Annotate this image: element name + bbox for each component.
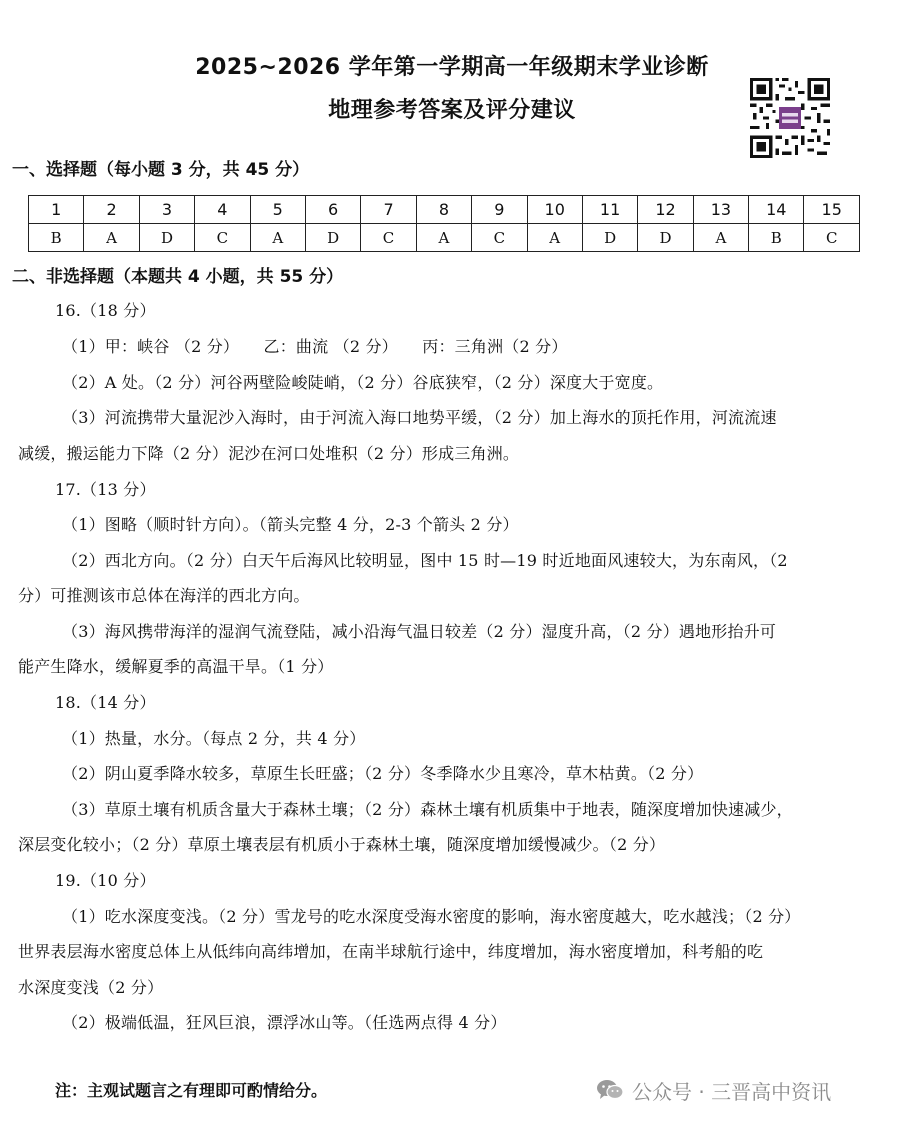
question-number-cell: 7 xyxy=(361,196,416,224)
question-number-cell: 4 xyxy=(195,196,250,224)
question-heading: 17.（13 分） xyxy=(55,480,156,499)
page-subtitle: 地理参考答案及评分建议 xyxy=(328,98,576,123)
answer-line: （1）甲：峡谷 （2 分） 乙：曲流 （2 分） 丙：三角洲（2 分） xyxy=(62,337,568,356)
question-number-cell: 2 xyxy=(84,196,139,224)
qr-code-icon xyxy=(750,78,830,158)
section-choice-heading: 一、选择题（每小题 3 分，共 45 分） xyxy=(12,160,310,180)
question-number-cell: 6 xyxy=(305,196,360,224)
answer-table xyxy=(28,195,860,252)
answer-line: （2）西北方向。（2 分）白天午后海风比较明显，图中 15 时—19 时近地面风速较大，为东南风，（2 xyxy=(62,551,788,570)
answer-line: 能产生降水，缓解夏季的高温干旱。（1 分） xyxy=(18,657,334,676)
question-heading: 18.（14 分） xyxy=(55,693,156,712)
answer-line: 水深度变浅（2 分） xyxy=(18,978,164,997)
answer-line: （3）河流携带大量泥沙入海时，由于河流入海口地势平缓，（2 分）加上海水的顶托作用，河流流速 xyxy=(62,408,777,427)
question-number-cell: 8 xyxy=(416,196,471,224)
answer-letter-cell: B xyxy=(29,224,84,252)
answer-line: （2）极端低温，狂风巨浪，漂浮冰山等。（任选两点得 4 分） xyxy=(62,1013,507,1032)
watermark xyxy=(596,1073,831,1107)
answer-letter-cell: A xyxy=(416,224,471,252)
answer-line: 减缓，搬运能力下降（2 分）泥沙在河口处堆积（2 分）形成三角洲。 xyxy=(18,444,520,463)
wechat-icon xyxy=(596,1078,624,1102)
answer-letter-cell: C xyxy=(195,224,250,252)
question-number-cell: 5 xyxy=(250,196,305,224)
question-number-cell: 1 xyxy=(29,196,84,224)
question-number-cell: 3 xyxy=(139,196,194,224)
question-number-cell: 9 xyxy=(472,196,527,224)
answer-line: （2）A 处。（2 分）河谷两壁险峻陡峭，（2 分）谷底狭窄，（2 分）深度大于宽度。 xyxy=(62,373,664,392)
answer-line: 分）可推测该市总体在海洋的西北方向。 xyxy=(18,586,310,605)
question-number-cell: 14 xyxy=(749,196,804,224)
question-number-cell: 13 xyxy=(693,196,748,224)
watermark-text: 公众号 · 三晋高中资讯 xyxy=(632,1079,832,1104)
answer-line: （3）海风携带海洋的湿润气流登陆，减小沿海气温日较差（2 分）湿度升高，（2 分）遇地形抬升可 xyxy=(62,622,777,641)
page-title: 2025~2026 学年第一学期高一年级期末学业诊断 xyxy=(195,55,709,80)
grading-note: 注：主观试题言之有理即可酌情给分。 xyxy=(55,1081,328,1100)
answer-line: （1）吃水深度变浅。（2 分）雪龙号的吃水深度受海水密度的影响，海水密度越大，吃水越浅；（2 分） xyxy=(62,907,801,926)
question-number-cell: 15 xyxy=(804,196,860,224)
answer-letter-cell: A xyxy=(527,224,582,252)
answer-letter-cell: A xyxy=(250,224,305,252)
answer-line: （2）阴山夏季降水较多，草原生长旺盛；（2 分）冬季降水少且寒冷，草木枯黄。（2 分） xyxy=(62,764,704,783)
answer-line: 深层变化较小；（2 分）草原土壤表层有机质小于森林土壤，随深度增加缓慢减少。（2 分） xyxy=(18,835,666,854)
question-number-row xyxy=(29,196,860,224)
answer-line: 世界表层海水密度总体上从低纬向高纬增加，在南半球航行途中，纬度增加，海水密度增加，科考船的吃 xyxy=(18,942,764,961)
section-open-heading: 二、非选择题（本题共 4 小题，共 55 分） xyxy=(12,267,344,287)
answer-line: （1）热量，水分。（每点 2 分，共 4 分） xyxy=(62,729,366,748)
answer-letter-cell: D xyxy=(139,224,194,252)
answer-letter-cell: C xyxy=(472,224,527,252)
answer-letter-cell: C xyxy=(361,224,416,252)
answer-letter-row xyxy=(29,224,860,252)
question-heading: 16.（18 分） xyxy=(55,301,156,320)
answer-letter-cell: A xyxy=(693,224,748,252)
answer-line: （1）图略（顺时针方向）。（箭头完整 4 分，2-3 个箭头 2 分） xyxy=(62,515,519,534)
answer-letter-cell: C xyxy=(804,224,860,252)
question-number-cell: 12 xyxy=(638,196,693,224)
answer-letter-cell: D xyxy=(582,224,637,252)
answer-letter-cell: B xyxy=(749,224,804,252)
answer-line: （3）草原土壤有机质含量大于森林土壤；（2 分）森林土壤有机质集中于地表，随深度增加快速减少， xyxy=(62,800,793,819)
answer-letter-cell: D xyxy=(638,224,693,252)
answer-letter-cell: D xyxy=(305,224,360,252)
question-number-cell: 10 xyxy=(527,196,582,224)
question-heading: 19.（10 分） xyxy=(55,871,156,890)
answer-letter-cell: A xyxy=(84,224,139,252)
question-number-cell: 11 xyxy=(582,196,637,224)
